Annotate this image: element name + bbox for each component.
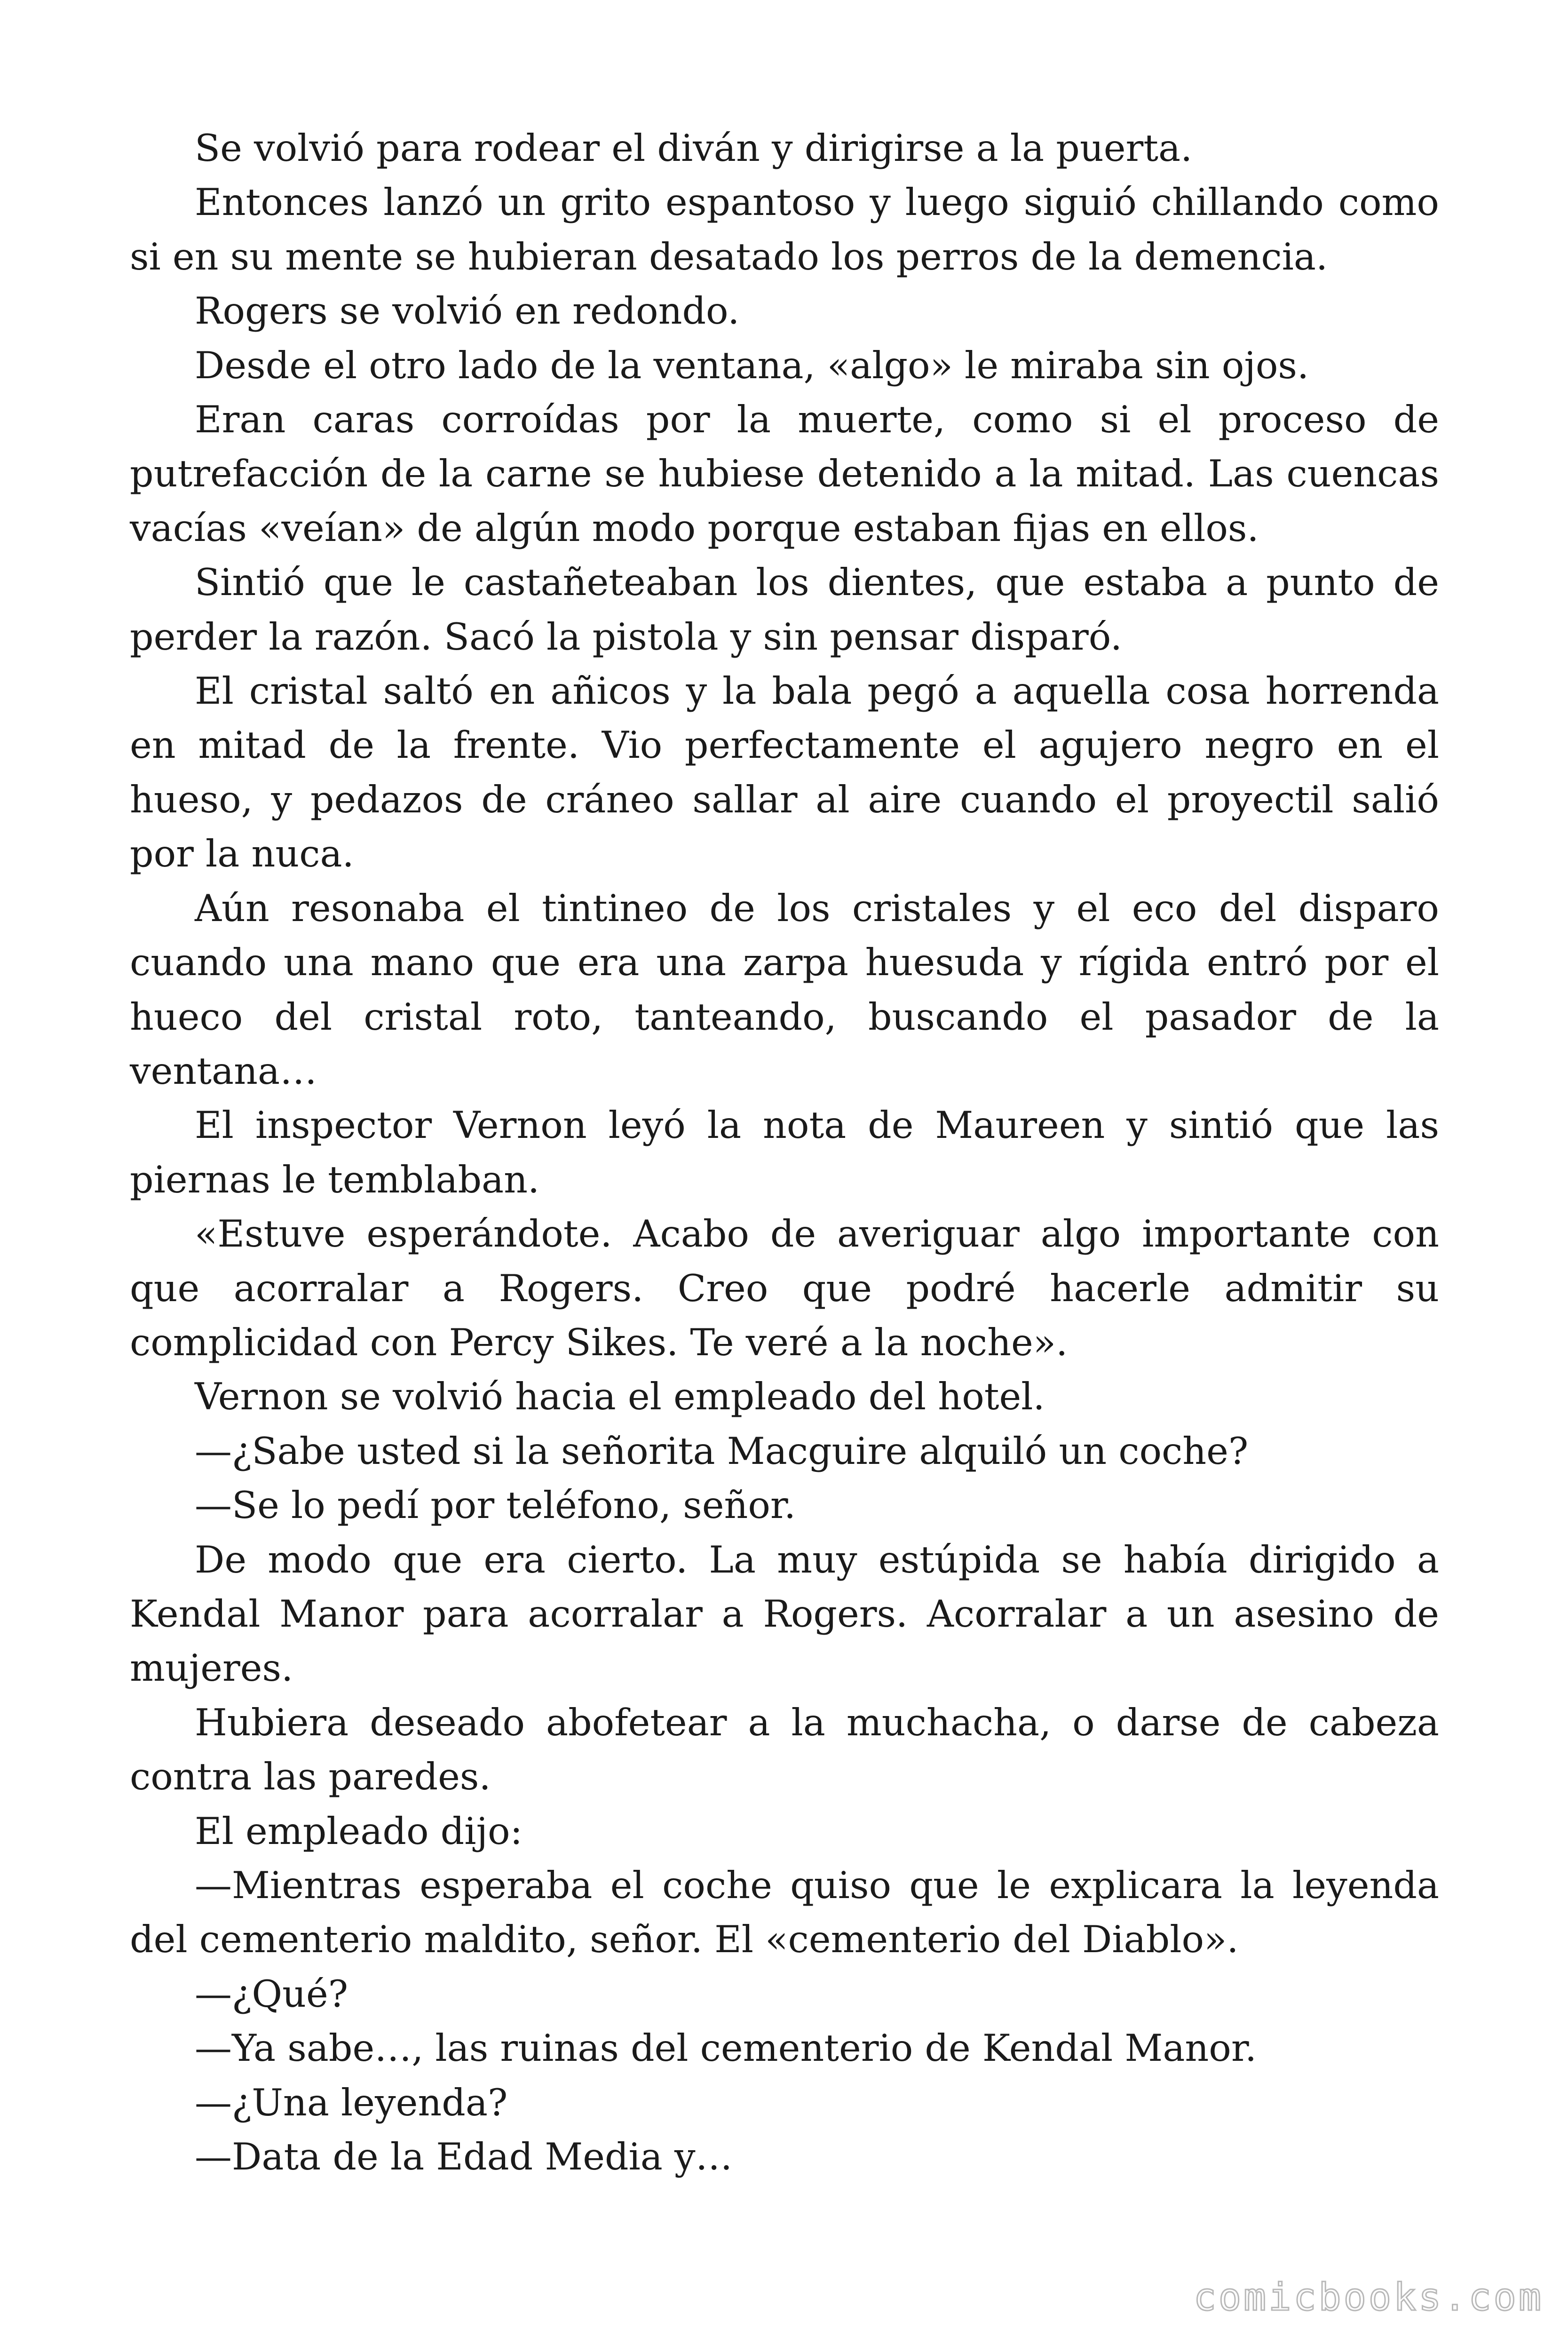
paragraph: —¿Sabe usted si la señorita Macguire alquiló un coche? [195, 1429, 1249, 1473]
paragraph: Se volvió para rodear el diván y dirigirse a la puerta. [195, 127, 1193, 170]
paragraph: Desde el otro lado de la ventana, «algo» le miraba sin ojos. [195, 343, 1309, 387]
paragraph: Sintió que le castañeteaban los dientes, que estaba a punto de perder la razón. Sacó la pistola y sin pensar disparó. [130, 561, 1439, 659]
paragraph: El empleado dijo: [195, 1809, 523, 1853]
paragraph: El cristal saltó en añicos y la bala pegó a aquella cosa horrenda en mitad de la frente. Vio perfectamente el agujero negro en el hueso, y pedazos de cráneo sallar al aire cuando el proyectil salió por la nuca. [130, 669, 1439, 876]
paragraph: —Ya sabe…, las ruinas del cementerio de Kendal Manor. [195, 2026, 1257, 2070]
paragraph: Hubiera deseado abofetear a la muchacha, o darse de cabeza contra las paredes. [130, 1700, 1439, 1799]
paragraph: Vernon se volvió hacia el empleado del hotel. [195, 1375, 1045, 1419]
paragraph: «Estuve esperándote. Acabo de averiguar algo importante con que acorralar a Rogers. Creo que podré hacerle admitir su complicidad con Percy Sikes. Te veré a la noche». [130, 1212, 1439, 1364]
paragraph: Eran caras corroídas por la muerte, como si el proceso de putrefacción de la carne se hubiese detenido a la mitad. Las cuencas vacías «veían» de algún modo porque estaban fijas en ellos. [130, 398, 1439, 550]
paragraph: —¿Qué? [195, 1972, 348, 2016]
paragraph: De modo que era cierto. La muy estúpida se había dirigido a Kendal Manor para acorralar a Rogers. Acorralar a un asesino de mujeres. [130, 1538, 1439, 1690]
paragraph: —¿Una leyenda? [195, 2081, 508, 2124]
paragraph: —Se lo pedí por teléfono, señor. [195, 1484, 796, 1527]
watermark: comicbooks.com [1193, 2275, 1544, 2319]
paragraph: —Mientras esperaba el coche quiso que le explicara la leyenda del cementerio maldito, señor. El «cementerio del Diablo». [130, 1864, 1439, 1962]
paragraph: Rogers se volvió en redondo. [195, 289, 740, 333]
paragraph: Aún resonaba el tintineo de los cristales y el eco del disparo cuando una mano que era una zarpa huesuda y rígida entró por el hueco del cristal roto, tanteando, buscando el pasador de la ventana… [130, 886, 1439, 1093]
paragraph: —Data de la Edad Media y… [195, 2135, 733, 2179]
book-page-text [130, 121, 1439, 2184]
paragraph: Entonces lanzó un grito espantoso y luego siguió chillando como si en su mente se hubieran desatado los perros de la demencia. [130, 181, 1439, 278]
paragraph: El inspector Vernon leyó la nota de Maureen y sintió que las piernas le temblaban. [130, 1104, 1439, 1201]
